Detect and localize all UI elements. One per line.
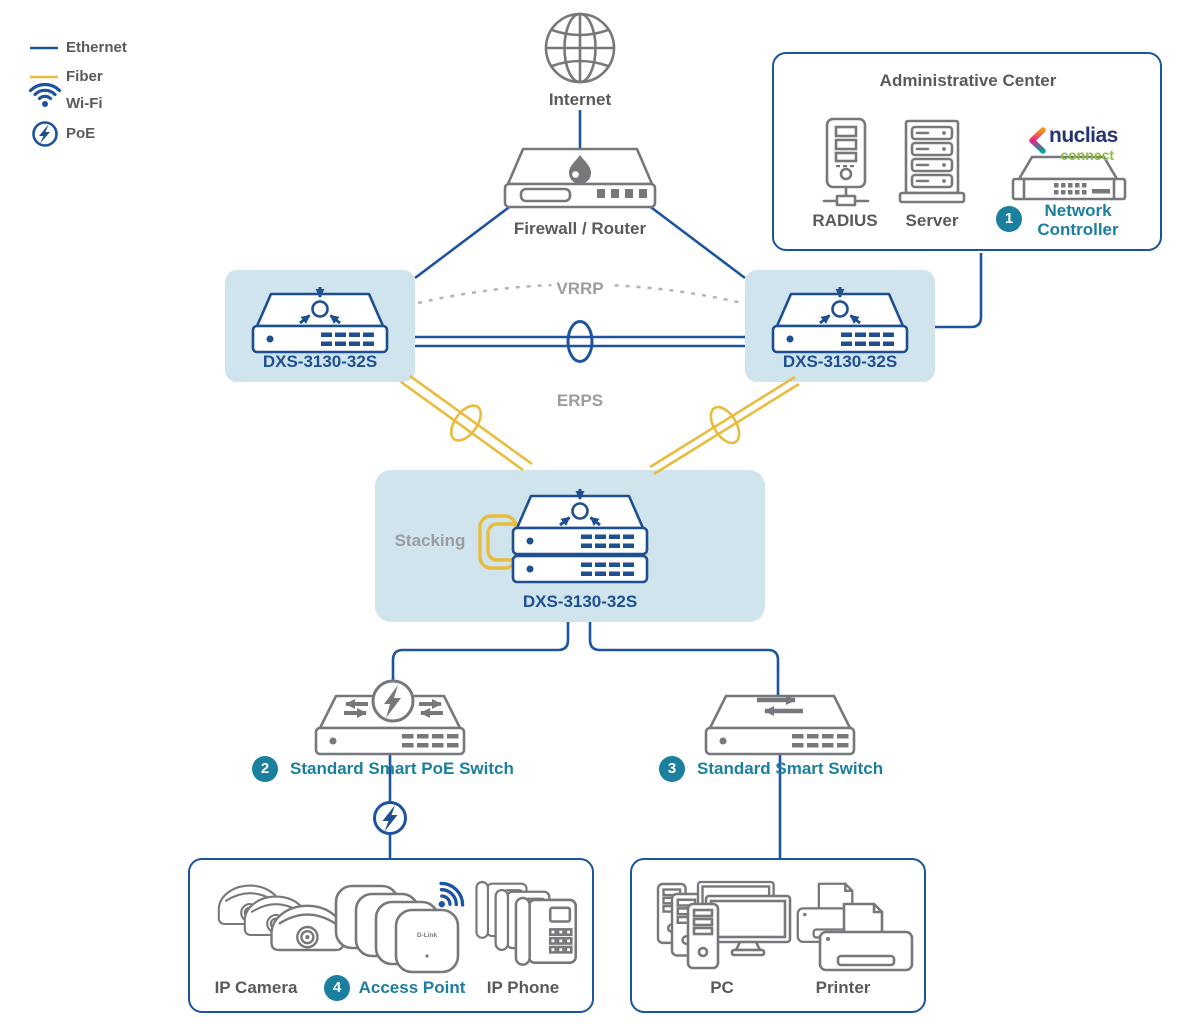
network-controller-line1: Network xyxy=(1044,201,1112,220)
ip-phone-label: IP Phone xyxy=(486,978,560,997)
badge-4: 4 xyxy=(324,975,350,1001)
vrrp-label: VRRP xyxy=(551,279,608,299)
link-aggregation-ring xyxy=(568,322,592,362)
pc-label: PC xyxy=(710,978,734,997)
legend-fiber-label: Fiber xyxy=(66,68,103,85)
ip-camera-label: IP Camera xyxy=(214,978,298,997)
radius-server-icon xyxy=(824,119,868,205)
network-controller-line2: Controller xyxy=(1037,220,1119,239)
nuclias-chevron-icon xyxy=(1032,130,1043,151)
access-point-label: Access Point xyxy=(358,978,466,997)
badge-1: 1 xyxy=(996,206,1022,232)
printer-label: Printer xyxy=(815,978,871,997)
network-controller-label xyxy=(1037,201,1118,239)
access-point-icon xyxy=(336,879,467,972)
nuclias-brand: nuclias xyxy=(1049,124,1118,147)
legend-ethernet-label: Ethernet xyxy=(66,39,127,56)
core-switch-left-icon xyxy=(253,287,387,352)
nuclias-connect-sub: connect xyxy=(1060,147,1114,163)
poe-switch-icon xyxy=(316,681,464,754)
core-switch-right-icon xyxy=(773,287,907,352)
pc-icon xyxy=(658,882,790,968)
firewall-label: Firewall / Router xyxy=(513,219,647,238)
wifi-icon xyxy=(31,84,60,107)
erps-label: ERPS xyxy=(556,391,604,410)
poe-inline-icon xyxy=(375,803,406,834)
legend-wifi-label: Wi-Fi xyxy=(66,95,103,112)
ip-camera-icon xyxy=(219,886,343,950)
stacking-label: Stacking xyxy=(394,531,466,550)
poe-icon xyxy=(34,123,57,146)
firewall-router-icon xyxy=(505,149,655,207)
ap-brand-micro-label: D-Link xyxy=(416,932,438,939)
legend-poe-label: PoE xyxy=(66,125,96,142)
radius-label: RADIUS xyxy=(812,211,878,230)
smart-switch-label: Standard Smart Switch xyxy=(697,759,884,778)
printer-icon xyxy=(798,884,912,970)
network-controller-icon xyxy=(1013,157,1125,199)
poe-switch-label: Standard Smart PoE Switch xyxy=(290,759,514,778)
stack-switch-label: DXS-3130-32S xyxy=(522,592,638,611)
smart-switch-icon xyxy=(706,696,854,754)
badge-3: 3 xyxy=(659,756,685,782)
stacked-switch-icon xyxy=(513,489,647,582)
internet-globe-icon xyxy=(546,14,614,82)
ip-phone-icon xyxy=(476,882,575,965)
core-switch-left-label: DXS-3130-32S xyxy=(262,352,378,371)
server-rack-icon xyxy=(900,121,964,202)
core-switch-right-label: DXS-3130-32S xyxy=(782,352,898,371)
internet-label: Internet xyxy=(548,90,612,109)
server-label: Server xyxy=(905,211,959,230)
admin-center-title: Administrative Center xyxy=(879,71,1057,90)
ethernet-links xyxy=(390,110,981,858)
badge-2: 2 xyxy=(252,756,278,782)
